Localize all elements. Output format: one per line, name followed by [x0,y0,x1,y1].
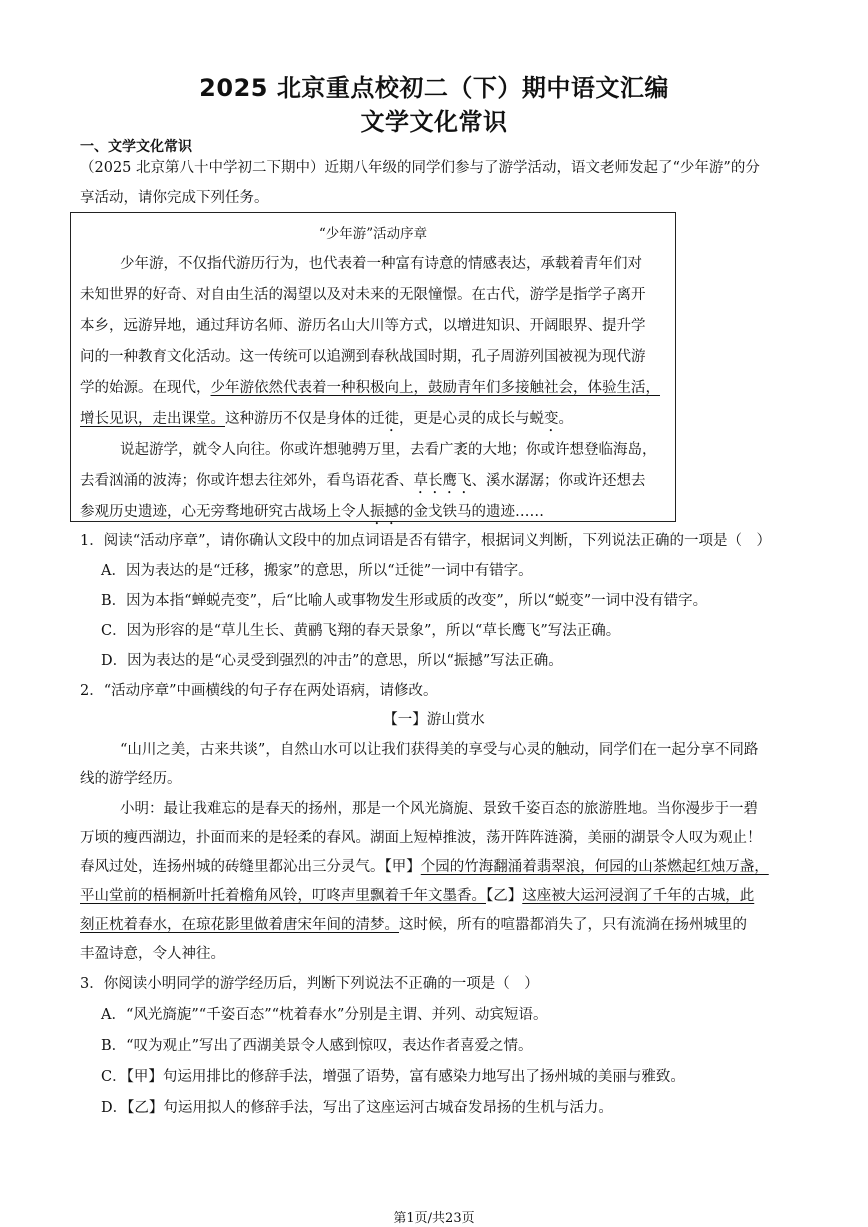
dotted-word: 变 [544,411,559,427]
passage-line: 丰盈诗意，令人神往。 [80,946,225,962]
passage-text: 这时候，所有的喧嚣都消失了，只有流淌在扬州城里的 [399,917,747,933]
preface-text: 学的始源。在现代， [80,380,211,396]
passage-line: 线的游学经历。 [80,771,182,787]
preface-text: 参观历史遗迹，心无旁骛地研究古战场上令人 [80,504,370,520]
page-subtitle: 文学文化常识 [360,108,508,136]
question-2-stem: 2．“活动序章”中画横线的句子存在两处语病，请修改。 [80,683,438,699]
passage-line [80,884,754,905]
dotted-word: 草长鹰飞 [413,473,472,489]
question-3-option-c[interactable]: C．【甲】句运用排比的修辞手法，增强了语势，富有感染力地写出了扬州城的美丽与雅致。 [101,1069,685,1085]
question-1-option-c[interactable]: C．因为形容的是“草儿生长、黄鹂飞翔的春天景象”，所以“草长鹰飞”写法正确。 [101,623,621,639]
question-1-option-a[interactable]: A．因为表达的是“迁移，搬家”的意思，所以“迁徙”一词中有错字。 [101,563,533,579]
underlined-sentence: 平山堂前的梧桐新叶托着檐角风铃，叮咚声里飘着千年文墨香。 [80,888,486,904]
underlined-sentence: 这座被大运河浸润了千年的古城，此 [522,888,755,904]
question-3-stem: 3．你阅读小明同学的游学经历后，判断下列说法不正确的一项是（ ） [80,976,539,992]
question-1-option-d[interactable]: D．因为表达的是“心灵受到强烈的冲击”的意思，所以“振撼”写法正确。 [101,653,563,669]
preface-line [80,376,660,397]
dotted-word: 振撼 [370,504,399,520]
preface-text: 。 [558,411,573,427]
page-number: 第1页/共23页 [393,1211,475,1226]
preface-line [80,407,573,435]
section-heading: 一、文学文化常识 [80,139,192,155]
preface-line: 未知世界的好奇、对自由生活的渴望以及对未来的无限憧憬。在古代，游学是指学子离开 [80,287,646,303]
question-3-option-d[interactable]: D．【乙】句运用拟人的修辞手法，写出了这座运河古城奋发昂扬的生机与活力。 [101,1100,613,1116]
passage-line: 万顷的瘦西湖边，扑面而来的是轻柔的春风。湖面上短棹推波，荡开阵阵涟漪，美丽的湖景令人叹为观止！ [80,830,762,846]
intro-text-line2: 享活动，请你完成下列任务。 [80,190,269,206]
page-title: 2025 北京重点校初二（下）期中语文汇编 [199,74,669,102]
underlined-sentence: 个园的竹海翻涌着翡翠浪，何园的山茶燃起红烛万盏， [420,859,769,875]
question-3-option-b[interactable]: B．“叹为观止”写出了西湖美景令人感到惊叹，表达作者喜爱之情。 [101,1038,533,1054]
question-3-option-a[interactable]: A．“风光旖旎”“千姿百态”“枕着春水”分别是主谓、并列、动宾短语。 [101,1007,548,1023]
preface-line: 说起游学，就令人向往。你或许想驰骋万里，去看广袤的大地；你或许想登临海岛， [120,442,657,458]
part-heading: 【一】游山赏水 [383,712,485,728]
preface-line: 问的一种教育文化活动。这一传统可以追溯到春秋战国时期，孔子周游列国被视为现代游 [80,349,646,365]
passage-text: 【乙】 [486,888,523,904]
preface-line [80,469,646,497]
passage-line [80,913,747,934]
preface-text: 去看汹涌的波涛；你或许想去往郊外，看鸟语花香、 [80,473,414,489]
passage-line: 小明：最让我难忘的是春天的扬州，那是一个风光旖旎、景致千姿百态的旅游胜地。当你漫步于一碧 [120,801,758,817]
preface-line: 本乡，远游异地，通过拜访名师、游历名山大川等方式，以增进知识、开阔眼界、提升学 [80,318,646,334]
preface-text: 的金戈铁马的遗迹…… [399,504,544,520]
preface-line [80,500,544,528]
intro-text-line1: （2025 北京第八十中学初二下期中）近期八年级的同学们参与了游学活动，语文老师发起了“少年游”的分 [80,160,760,176]
question-1-option-b[interactable]: B．因为本指“蝉蜕壳变”，后“比喻人或事物发生形或质的改变”，所以“蜕变”一词中没有错字。 [101,593,708,609]
passage-line [80,855,769,876]
underlined-sentence: 刻正枕着春水，在琼花影里做着唐宋年间的清梦。 [80,917,399,933]
passage-line: “山川之美，古来共谈”，自然山水可以让我们获得美的享受与心灵的触动，同学们在一起分享不同路 [120,742,759,758]
preface-text: ，更是心灵的成长与蜕 [399,411,544,427]
underlined-sentence: 增长见识，走出课堂。 [80,411,225,427]
dotted-word: 徙 [384,411,399,427]
passage-text: 春风过处，连扬州城的砖缝里都沁出三分灵气。【甲】 [80,859,421,875]
preface-text: 这种游历不仅是身体的迁 [225,411,385,427]
preface-text: 、溪水潺潺；你或许还想去 [471,473,646,489]
preface-title: “少年游”活动序章 [318,226,428,242]
preface-line: 少年游，不仅指代游历行为，也代表着一种富有诗意的情感表达，承载着青年们对 [120,256,642,272]
underlined-sentence: 少年游依然代表着一种积极向上，鼓励青年们多接触社会，体验生活， [210,380,660,396]
question-1-stem: 1．阅读“活动序章”，请你确认文段中的加点词语是否有错字，根据词义判断，下列说法正确的一项是（ ） [80,533,772,549]
